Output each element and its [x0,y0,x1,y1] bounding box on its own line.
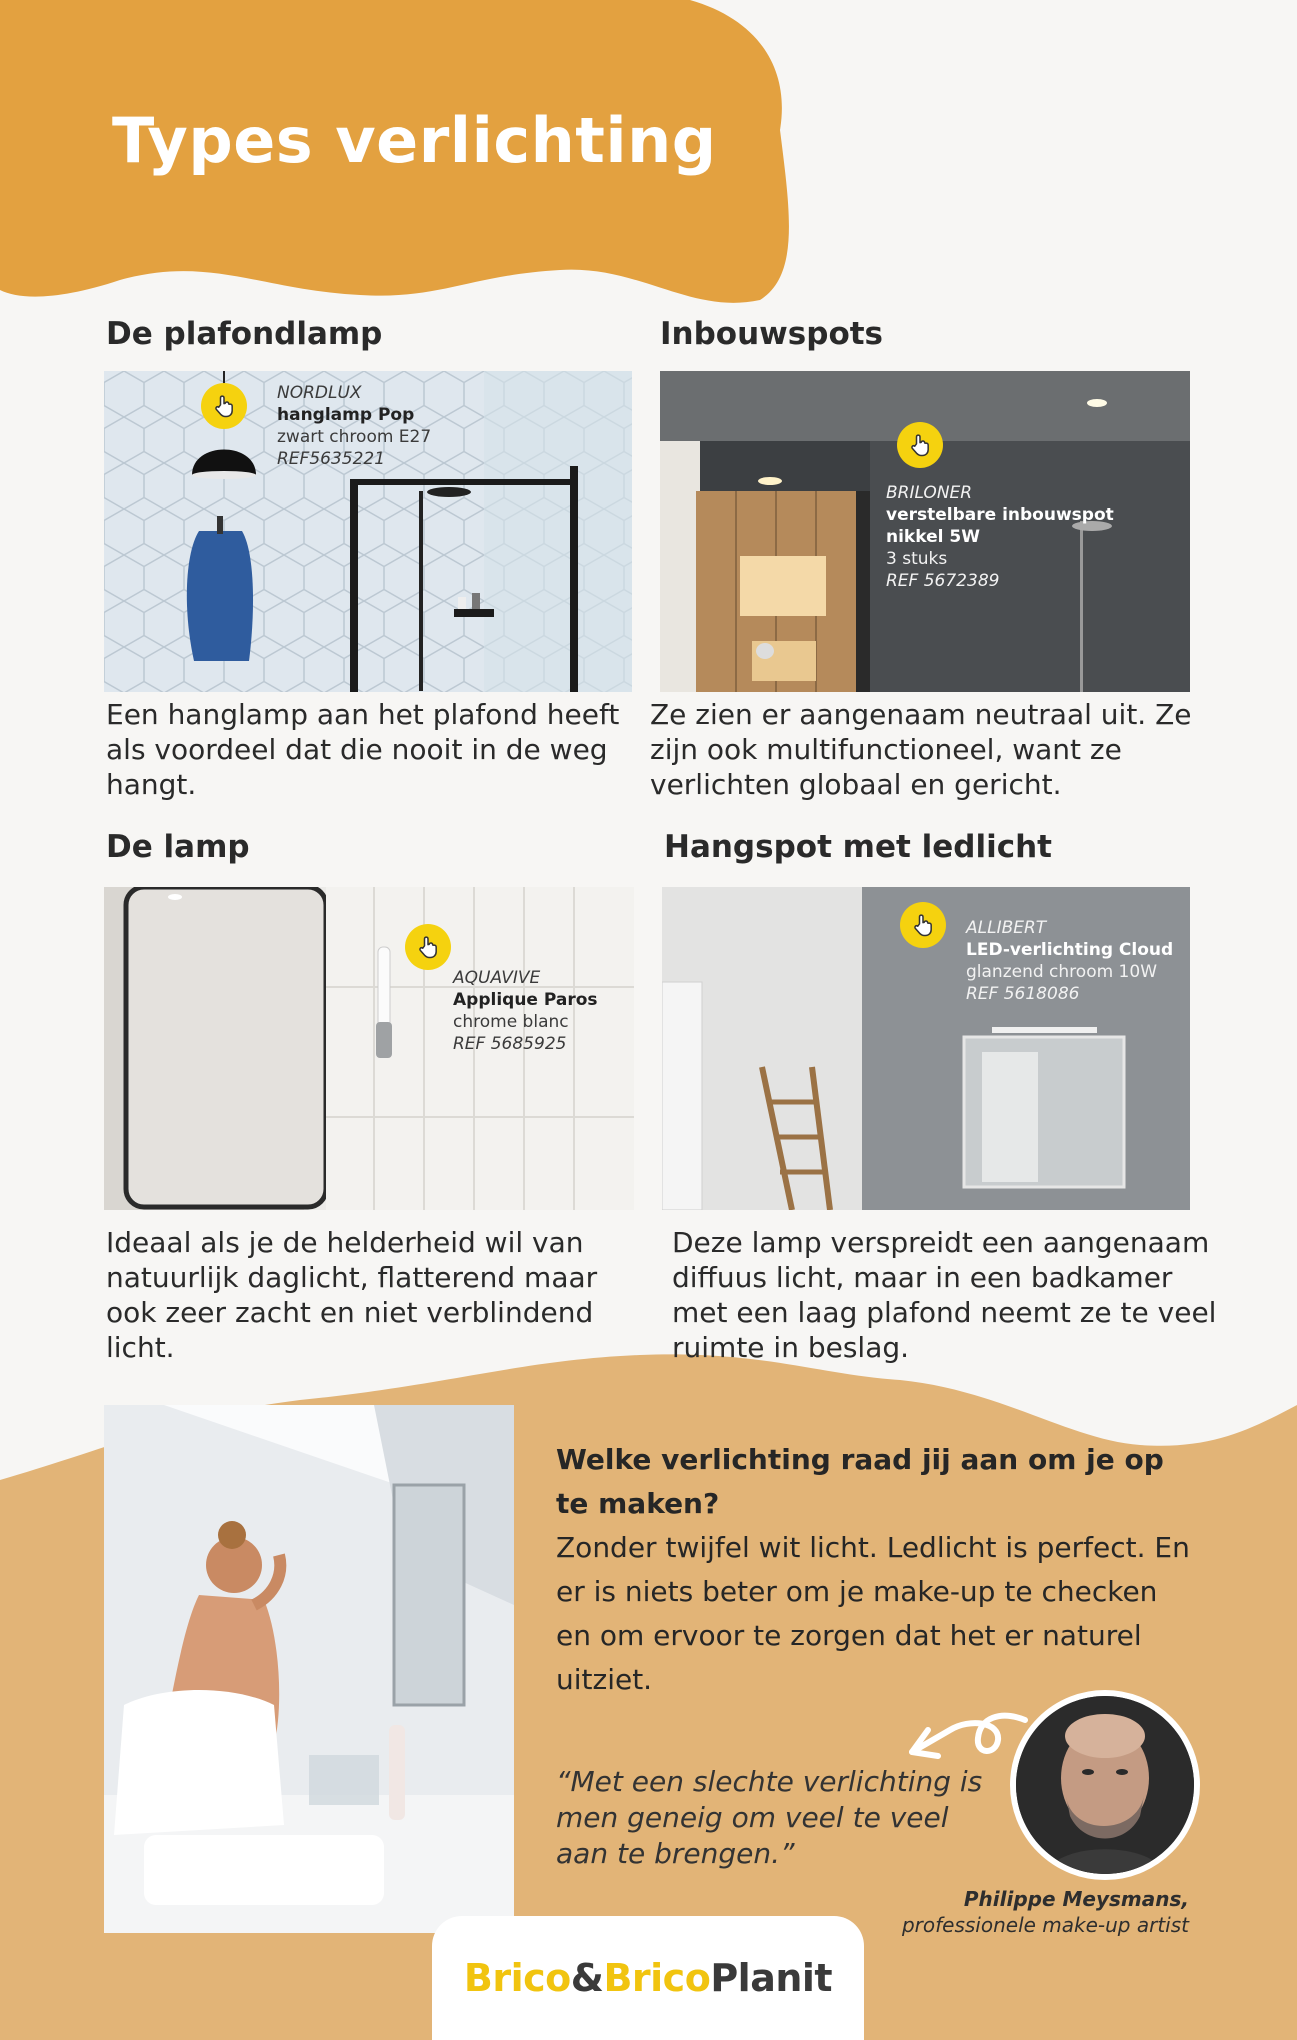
product-label-briloner [886,482,1114,592]
product-spec: zwart chroom E27 [277,427,432,447]
curly-arrow-icon [900,1700,1030,1770]
product-brand: ALLIBERT [966,918,1047,938]
section-description-inbouwspots: Ze zien er aangenaam neutraal uit. Ze zijn ook multifunctioneel, want ze verlichten globaal en gericht. [650,698,1192,801]
brand-logo-box [432,1916,864,2040]
hand-pointer-icon [897,422,943,468]
product-spec: chrome blanc [453,1012,569,1032]
advice-question: Welke verlichting raad jij aan om je op te maken? [556,1443,1164,1520]
section-heading-hangspot: Hangspot met ledlicht [664,829,1052,865]
product-label-nordlux [277,382,431,470]
hand-pointer-icon [405,924,451,970]
quote-author [902,1886,1189,1938]
page-title: Types verlichting [112,104,717,177]
product-brand: BRILONER [886,483,973,503]
photo-woman-makeup-mirror [104,1405,514,1933]
section-heading-plafondlamp: De plafondlamp [106,316,383,352]
section-description-hangspot: Deze lamp verspreidt een aangenaam diffuus licht, maar in een badkamer met een laag plafond neemt ze te veel ruimte in beslag. [672,1226,1217,1364]
product-spec: 3 stuks [886,549,948,569]
product-label-allibert [966,917,1173,1005]
section-description-plafondlamp: Een hanglamp aan het plafond heeft als voordeel dat die nooit in de weg hangt. [106,698,620,801]
product-name: verstelbare inbouwspot [886,505,1114,525]
advice-quote: “Met een slechte verlichting is men geneig om veel te veel aan te brengen.” [556,1765,983,1870]
author-role: professionele make-up artist [901,1913,1189,1937]
product-ref: REF 5618086 [966,984,1080,1004]
logo-part-brico: Brico [463,1956,571,2000]
advice-answer: Zonder twijfel wit licht. Ledlicht is perfect. En er is niets beter om je make-up te checken en om ervoor te zorgen dat het er naturel uitziet. [556,1531,1190,1696]
section-heading-inbouwspots: Inbouwspots [660,316,884,352]
author-name: Philippe Meysmans, [963,1887,1189,1911]
brico-logo [464,1956,832,2000]
section-description-lamp: Ideaal als je de helderheid wil van natuurlijk daglicht, flatterend maar ook zeer zacht en niet verblindend licht. [106,1226,598,1364]
product-ref: REF 5672389 [886,571,1000,591]
author-portrait-photo [1010,1690,1200,1880]
hand-pointer-icon [900,902,946,948]
product-brand: NORDLUX [277,383,362,403]
section-heading-lamp: De lamp [106,829,250,865]
product-ref: REF 5685925 [453,1034,567,1054]
product-label-aquavive [453,967,598,1055]
product-name: LED-verlichting Cloud [966,940,1174,960]
product-name: Applique Paros [453,990,598,1010]
hand-pointer-icon [201,383,247,429]
product-spec: glanzend chroom 10W [966,962,1158,982]
logo-part-planit: Planit [710,1956,833,2000]
product-ref: REF5635221 [277,449,386,469]
product-brand: AQUAVIVE [453,968,541,988]
logo-ampersand: & [570,1956,604,2000]
logo-part-brico-2: Brico [603,1956,711,2000]
product-name-line2: nikkel 5W [886,527,980,547]
product-name: hanglamp Pop [277,405,415,425]
